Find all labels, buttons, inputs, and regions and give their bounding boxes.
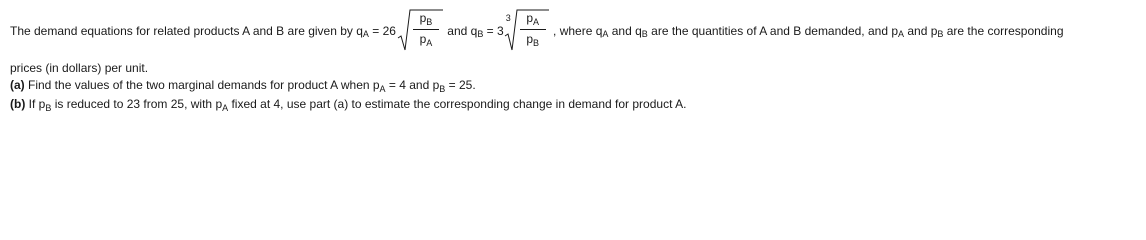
root-index: 3 [505,13,511,23]
prices-text: prices (in dollars) per unit. [10,61,149,75]
part-b-label: (b) [10,97,26,111]
fraction-pa-over-pb [520,12,546,47]
where-text: , where q [549,24,603,38]
part-a-text: = 4 and p [385,78,440,92]
fraction-pb-over-pa [413,12,439,47]
equation-2-lhs: = 3 [483,24,504,38]
subscript-pb: B [937,29,944,39]
and-q-text: and q [443,24,478,38]
fraction-numerator: $p_A$ [526,11,540,27]
subscript-pb: B [45,103,52,113]
intro-text: The demand equations for related products A and B are given by q [10,24,363,38]
part-b-text: fixed at 4, use part (a) to estimate the corresponding change in demand for product A. [228,97,687,111]
part-a-text: = 25. [445,78,476,92]
fraction-numerator: $p_B$ [419,11,433,27]
fraction-denominator: $p_B$ [526,32,540,48]
square-root-expression [396,8,444,54]
part-b-text: If p [25,97,46,111]
part-a-label: (a) [10,78,25,92]
problem-statement-line-1 [10,6,1064,56]
subscript-qb: B [641,29,648,39]
subscript-pa: A [898,29,905,39]
subscript-pa: A [222,103,229,113]
part-a-question [10,78,476,92]
part-b-text: is reduced to 23 from 25, with p [51,97,223,111]
fraction-bar [520,29,546,30]
subscript-pb: B [439,84,446,94]
subscript-qa: A [362,29,369,39]
cube-root-expression [504,8,550,54]
part-a-text: Find the values of the two marginal demands for product A when p [24,78,380,92]
fraction-denominator: $p_A$ [419,32,433,48]
problem-statement-line-2 [10,61,148,75]
equation-1-lhs: = 26 [368,24,396,38]
and-text: and q [608,24,642,38]
middle-text: are the quantities of A and B demanded, and p [647,24,899,38]
subscript-qb: B [477,29,484,39]
subscript-qa: A [602,29,609,39]
fraction-bar [413,29,439,30]
end-text: are the corresponding [943,24,1064,38]
part-b-question [10,97,686,111]
and-text: and p [904,24,938,38]
subscript-pa: A [379,84,386,94]
